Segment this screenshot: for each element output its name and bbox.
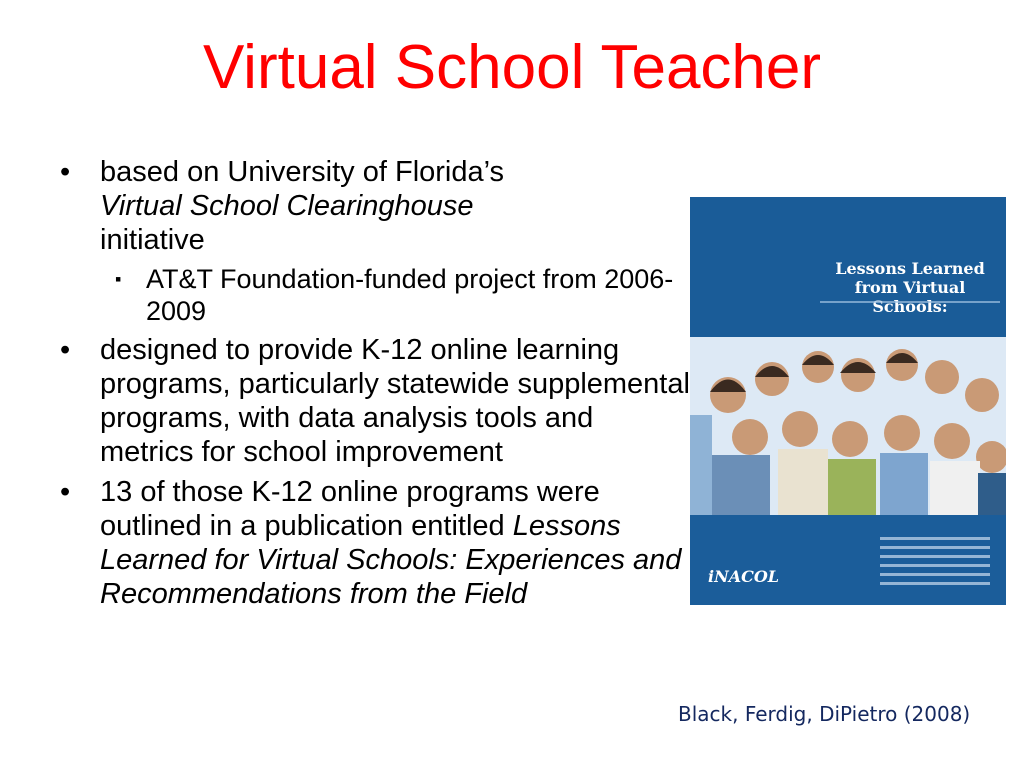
bullet-dot: • — [60, 156, 71, 188]
slide-title: Virtual School Teacher — [202, 33, 822, 102]
bullet-text-tail: initiative — [100, 224, 205, 256]
bullet-item — [60, 333, 690, 469]
bullet-text: based on University of Florida’s — [100, 156, 505, 188]
publication-title: Lessons Learned for Virtual Schools: Experiences and Recommendations from the Field — [100, 510, 682, 610]
sub-bullet-square: ▪ — [115, 269, 122, 289]
inacol-logo: iNACOL — [708, 567, 780, 586]
cover-subtitle-line — [820, 301, 1000, 308]
cover-photo — [690, 337, 1006, 515]
cover-title: Lessons Learned from Virtual Schools: — [835, 259, 985, 316]
bullet-item — [60, 475, 690, 611]
cover-editors-lines — [880, 537, 990, 591]
citation: Black, Ferdig, DiPietro (2008) — [678, 702, 971, 726]
sub-bullet-text: AT&T Foundation-funded project from 2006-2009 — [146, 264, 674, 326]
bullet-italic: Virtual School Clearinghouse — [100, 190, 474, 222]
sub-bullet-item — [60, 263, 690, 327]
bullet-list — [60, 155, 690, 617]
bullet-text: 13 of those K-12 online programs were outlined in a publication entitled — [100, 476, 600, 542]
bullet-item — [60, 155, 690, 257]
people-photo-icon — [690, 337, 1006, 515]
bullet-dot: • — [60, 334, 71, 366]
bullet-text: designed to provide K-12 online learning programs, particularly statewide supplemental programs, with data analysis tools and metrics for school improvement — [100, 334, 690, 468]
book-cover-image — [690, 197, 1006, 605]
bullet-dot: • — [60, 476, 71, 508]
